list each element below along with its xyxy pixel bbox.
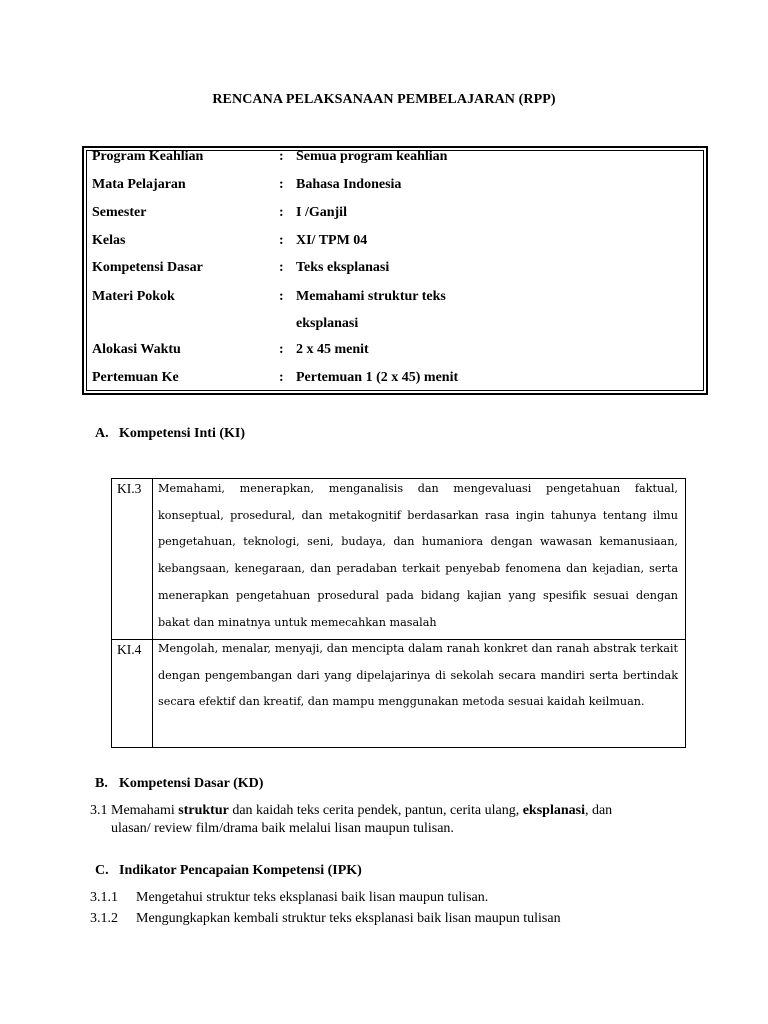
identity-colon: : — [279, 342, 284, 357]
kd-text: , dan — [584, 803, 613, 818]
identity-label: Mata Pelajaran — [92, 177, 186, 192]
ki-description: Memahami, menerapkan, menganalisis dan mengevaluasi pengetahuan faktual, konseptual, prosedural, dan metakognitif berdasarkan rasa ingin tahunya tentang ilmu pengetahuan, teknologi, seni, budaya, dan humaniora dengan wawasan kemanusiaan, kebangsaan, kenegaraan, dan peradaban terkait penyebab fenomena dan kejadian, serta menerapkan pengetahuan prosedural pada bidang kajian yang spesifik sesuai dengan bakat dan minatnya untuk memecahkan masalah — [158, 482, 678, 629]
identity-value: Semua program keahlian — [296, 149, 448, 164]
section-a-heading — [95, 426, 245, 442]
ki-description: Mengolah, menalar, menyaji, dan mencipta dalam ranah konkret dan ranah abstrak terkait dengan pengembangan dari yang dipelajarinya di sekolah secara mandiri serta bertindak secara efektif dan kreatif, dan mampu menggunakan metoda sesuai kaidah keilmuan. — [158, 642, 678, 709]
identity-colon: : — [279, 260, 284, 275]
section-b-heading — [95, 776, 263, 792]
kd-item-continued: ulasan/ review film/drama baik melalui lisan maupun tulisan. — [111, 821, 454, 836]
section-index: B. — [95, 776, 108, 791]
section-index: C. — [95, 863, 109, 878]
section-title: Kompetensi Inti (KI) — [119, 426, 245, 441]
identity-colon: : — [279, 370, 284, 385]
section-index: A. — [95, 426, 109, 441]
section-title: Indikator Pencapaian Kompetensi (IPK) — [119, 863, 362, 878]
identity-label: Pertemuan Ke — [92, 370, 179, 385]
identity-colon: : — [279, 289, 284, 304]
section-c-heading — [95, 863, 362, 879]
kd-item — [90, 803, 612, 819]
identity-label: Program Keahlian — [92, 149, 204, 164]
identity-label: Kompetensi Dasar — [92, 260, 203, 275]
identity-colon: : — [279, 205, 284, 220]
identity-value: 2 x 45 menit — [296, 342, 369, 357]
document-title: RENCANA PELAKSANAAN PEMBELAJARAN (RPP) — [212, 92, 556, 107]
ipk-code: 3.1.2 — [90, 911, 118, 926]
ipk-code: 3.1.1 — [90, 890, 118, 905]
section-title: Kompetensi Dasar (KD) — [119, 776, 264, 791]
kd-keyword: eksplanasi — [522, 803, 585, 818]
ipk-item — [90, 911, 561, 927]
ki-code: KI.3 — [117, 481, 142, 496]
identity-value: Pertemuan 1 (2 x 45) menit — [296, 370, 459, 385]
identity-label: Alokasi Waktu — [92, 342, 181, 357]
identity-label: Materi Pokok — [92, 289, 175, 304]
kd-keyword: struktur — [178, 803, 229, 818]
identity-value-continued: eksplanasi — [296, 316, 359, 331]
identity-label: Kelas — [92, 233, 126, 248]
identity-box — [82, 146, 708, 395]
identity-value: XI/ TPM 04 — [296, 233, 368, 248]
identity-value: I /Ganjil — [296, 205, 347, 220]
identity-label: Semester — [92, 205, 147, 220]
ki-code: KI.4 — [117, 642, 142, 657]
kd-text: 3.1 Memahami — [90, 803, 179, 818]
identity-value: Teks eksplanasi — [296, 260, 390, 275]
kd-text: dan kaidah teks cerita pendek, pantun, cerita ulang, — [228, 803, 523, 818]
ipk-text: Mengungkapkan kembali struktur teks eksplanasi baik lisan maupun tulisan — [136, 911, 561, 926]
ipk-item — [90, 890, 488, 906]
identity-colon: : — [279, 233, 284, 248]
identity-value: Memahami struktur teks — [296, 289, 446, 304]
table-divider — [152, 479, 153, 747]
ki-table — [111, 478, 686, 748]
identity-value: Bahasa Indonesia — [296, 177, 402, 192]
identity-colon: : — [279, 149, 284, 164]
ipk-text: Mengetahui struktur teks eksplanasi baik lisan maupun tulisan. — [136, 890, 489, 905]
identity-colon: : — [279, 177, 284, 192]
